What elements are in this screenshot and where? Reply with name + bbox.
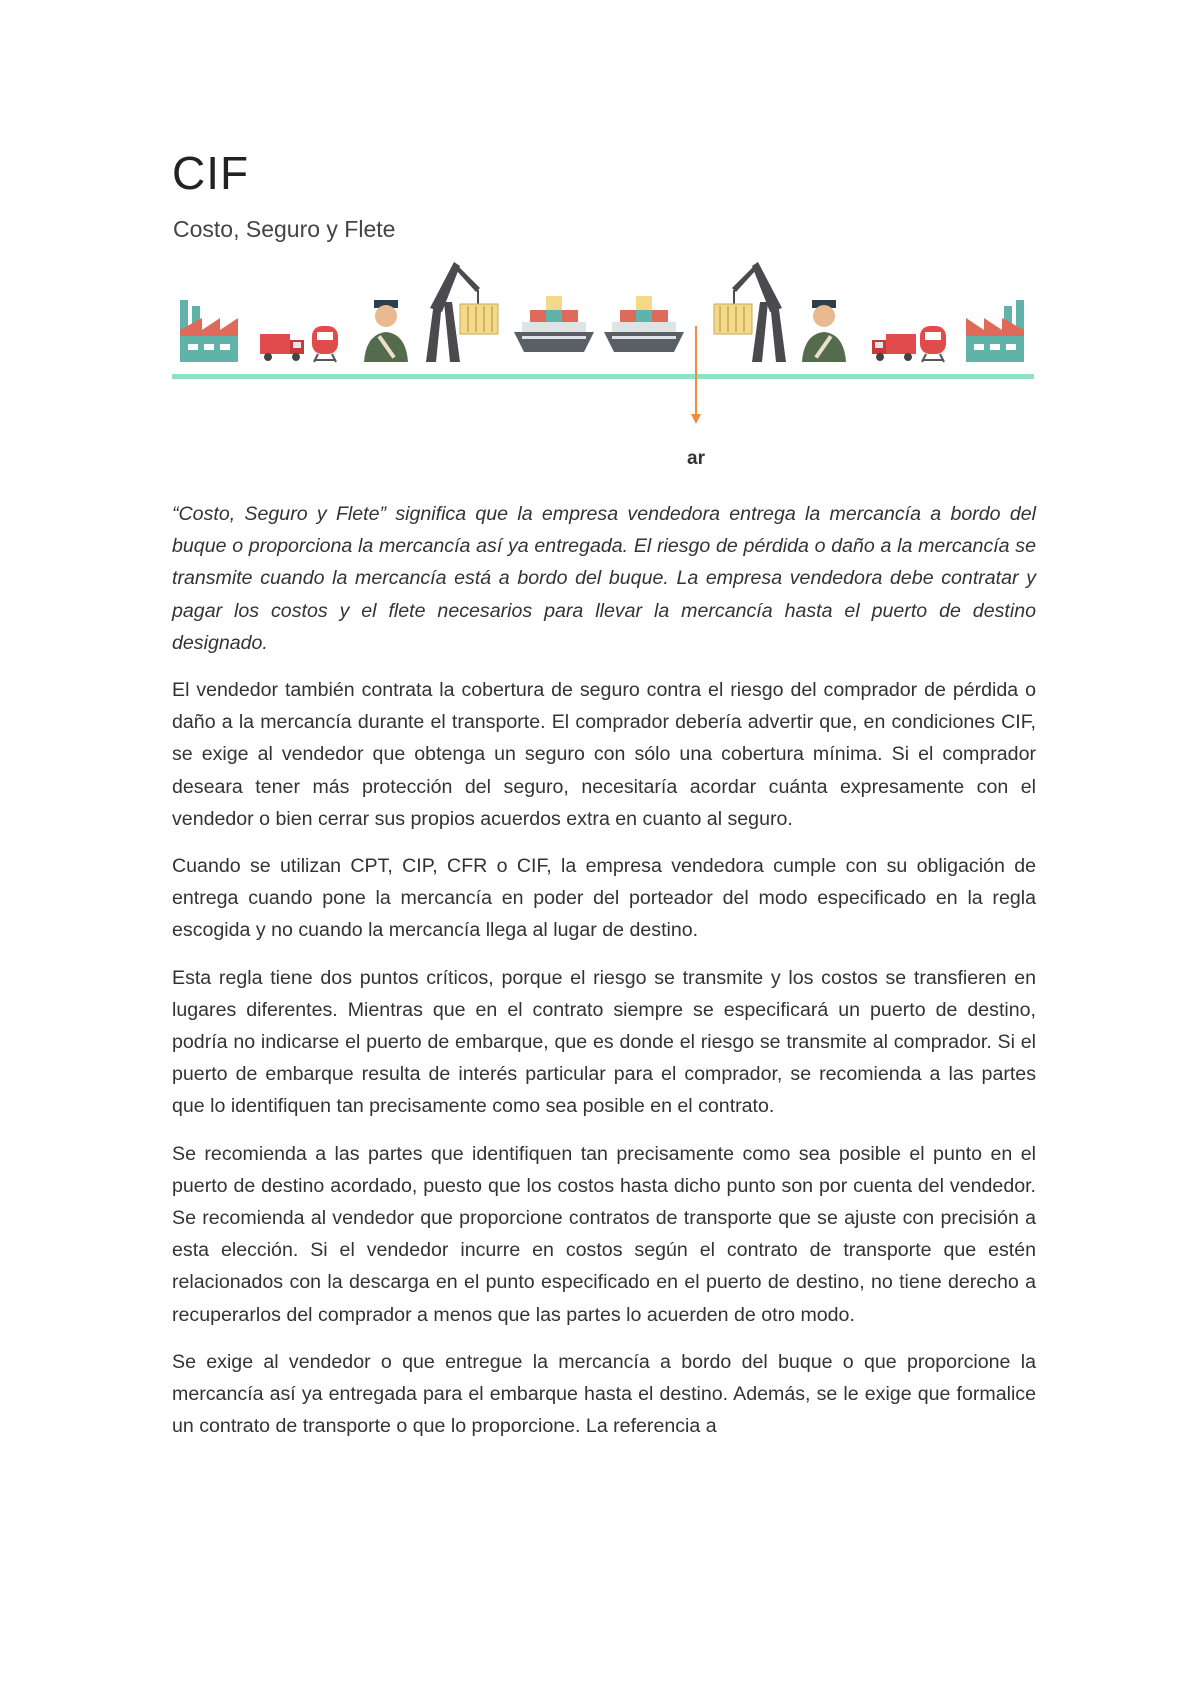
- paragraph-destination: Se recomienda a las partes que identifiquen tan precisamente como sea posible el punto en el puerto de destino acordado, puesto que los costos hasta dicho punto son por cuenta del vendedor. Se recomienda al vendedor que proporcione contratos de transporte que se ajuste con precisión a esta elección. Si el vendedor incurre en costos según el contrato de transporte que estén relacionados con la descarga en el punto especificado en el puerto de destino, no tiene derecho a recuperarlos del comprador a menos que las partes lo acuerden de otro modo.: [172, 1142, 1036, 1326]
- paragraph-insurance: El vendedor también contrata la cobertura de seguro contra el riesgo del comprador de pérdida o daño a la mercancía durante el transporte. El comprador debería advertir que, en condiciones CIF, se exige al vendedor que obtenga un seguro con sólo una cobertura mínima. Si el comprador deseara tener más protección del seguro, necesitaría acordar cuánta expresamente con el vendedor o bien cerrar sus propios acuerdos extra en cuanto al seguro.: [172, 679, 1036, 830]
- cargo-ship-icon: [514, 296, 594, 352]
- paragraph-definition: “Costo, Seguro y Flete” significa que la empresa vendedora entrega la mercancía a bordo del buque o proporciona la mercancía así ya entregada. El riesgo de pérdida o daño a la mercancía se transmite cuando la mercancía está a bordo del buque. La empresa vendedora debe contratar y pagar los costos y el flete necesarios para llevar la mercancía hasta el puerto de destino designado.: [172, 503, 1036, 654]
- train-icon: [312, 326, 338, 362]
- truck-icon: [260, 334, 304, 361]
- page-subtitle: Costo, Seguro y Flete: [173, 216, 396, 242]
- factory-icon: [180, 300, 238, 362]
- ground-line: [172, 374, 1034, 379]
- truck-icon: [872, 334, 916, 361]
- train-icon: [920, 326, 946, 362]
- logistics-illustration: [172, 262, 1034, 482]
- crane-icon: [714, 262, 786, 362]
- cargo-ship-icon: [604, 296, 684, 352]
- paragraph-obligations: Se exige al vendedor o que entregue la mercancía a bordo del buque o que proporcione la mercancía así ya entregada para el embarque hasta el destino. Además, se le exige que formalice un contrato de transporte o que lo proporcione. La referencia a: [172, 1350, 1036, 1438]
- customs-officer-icon: [364, 300, 408, 362]
- body-text: [172, 498, 1036, 1457]
- crane-icon: [426, 262, 498, 362]
- arrow-head-icon: [691, 414, 701, 424]
- paragraph-critical-points: Esta regla tiene dos puntos críticos, porque el riesgo se transmite y los costos se transfieren en lugares diferentes. Mientras que en el contrato siempre se especificará un puerto de destino, podría no indicarse el puerto de embarque, que es donde el riesgo se transmite al comprador. Si el puerto de embarque resulta de interés particular para el comprador, se recomienda a las partes que lo identifiquen tan precisamente como sea posible en el contrato.: [172, 966, 1036, 1118]
- paragraph-delivery: Cuando se utilizan CPT, CIP, CFR o CIF, la empresa vendedora cumple con su obligación de entrega cuando pone la mercancía en poder del porteador del modo especificado en la regla escogida y no cuando la mercancía llega al lugar de destino.: [172, 855, 1036, 942]
- customs-officer-icon: [802, 300, 846, 362]
- risk-marker-label: ar: [687, 448, 705, 469]
- page-title: CIF: [172, 147, 250, 199]
- factory-icon: [966, 300, 1024, 362]
